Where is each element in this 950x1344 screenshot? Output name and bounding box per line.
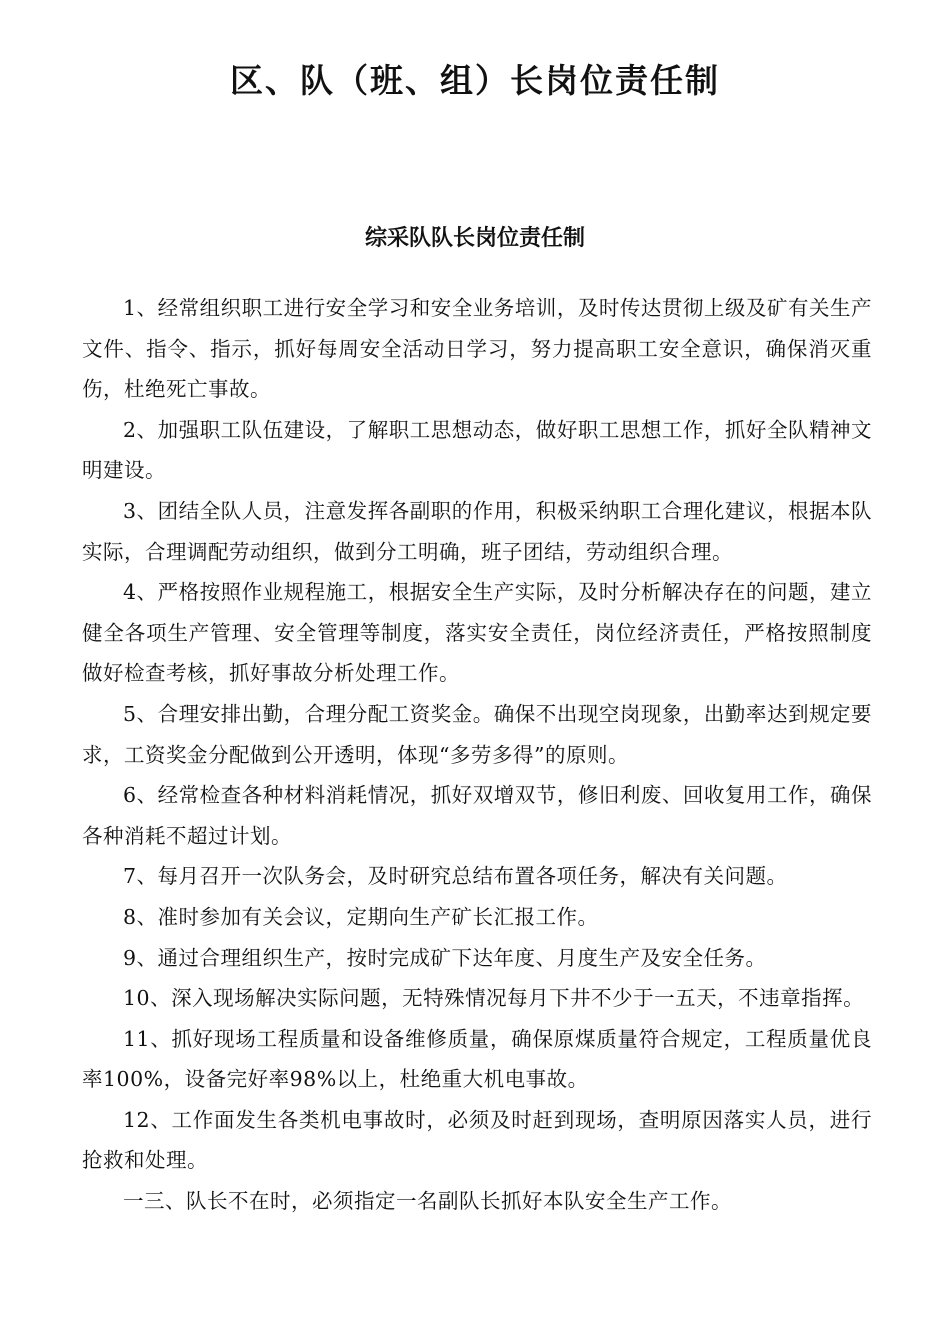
paragraph-6: 6、经常检查各种材料消耗情况，抓好双增双节，修旧利废、回收复用工作，确保各种消耗不超过计划。 <box>82 783 872 848</box>
paragraph-12: 12、工作面发生各类机电事故时，必须及时赶到现场，查明原因落实人员，进行抢救和处理。 <box>82 1107 872 1173</box>
paragraph-8: 8、准时参加有关会议，定期向生产矿长汇报工作。 <box>123 904 599 929</box>
paragraph-2: 2、加强职工队伍建设，了解职工思想动态，做好职工思想工作，抓好全队精神文明建设。 <box>82 417 872 483</box>
paragraph-5: 5、合理安排出勤，合理分配工资奖金。确保不出现空岗现象，出勤率达到规定要求，工资奖金分配做到公开透明，体现“多劳多得”的原则。 <box>82 701 872 767</box>
document-body <box>82 288 872 1222</box>
paragraph-13: 一三、队长不在时，必须指定一名副队长抓好本队安全生产工作。 <box>123 1189 732 1214</box>
section-title: 综采队队长岗位责任制 <box>364 226 585 251</box>
paragraph-11: 11、抓好现场工程质量和设备维修质量，确保原煤质量符合规定，工程质量优良率100%，设备完好率98%以上，杜绝重大机电事故。 <box>82 1026 872 1092</box>
paragraph-4: 4、严格按照作业规程施工，根据安全生产实际，及时分析解决存在的问题，建立健全各项生产管理、安全管理等制度，落实安全责任，岗位经济责任，严格按照制度做好检查考核，抓好事故分析处理工作。 <box>82 580 872 686</box>
paragraph-10: 10、深入现场解决实际问题，无特殊情况每月下井不少于一五天，不违章指挥。 <box>123 986 865 1011</box>
paragraph-7: 7、每月召开一次队务会，及时研究总结布置各项任务，解决有关问题。 <box>123 864 788 889</box>
document-title: 区、队（班、组）长岗位责任制 <box>230 61 720 100</box>
paragraph-3: 3、团结全队人员，注意发挥各副职的作用，积极采纳职工合理化建议，根据本队实际，合理调配劳动组织，做到分工明确，班子团结，劳动组织合理。 <box>82 498 872 564</box>
paragraph-1: 1、经常组织职工进行安全学习和安全业务培训，及时传达贯彻上级及矿有关生产文件、指令、指示，抓好每周安全活动日学习，努力提高职工安全意识，确保消灭重伤，杜绝死亡事故。 <box>82 296 872 402</box>
paragraph-9: 9、通过合理组织生产，按时完成矿下达年度、月度生产及安全任务。 <box>123 945 767 970</box>
